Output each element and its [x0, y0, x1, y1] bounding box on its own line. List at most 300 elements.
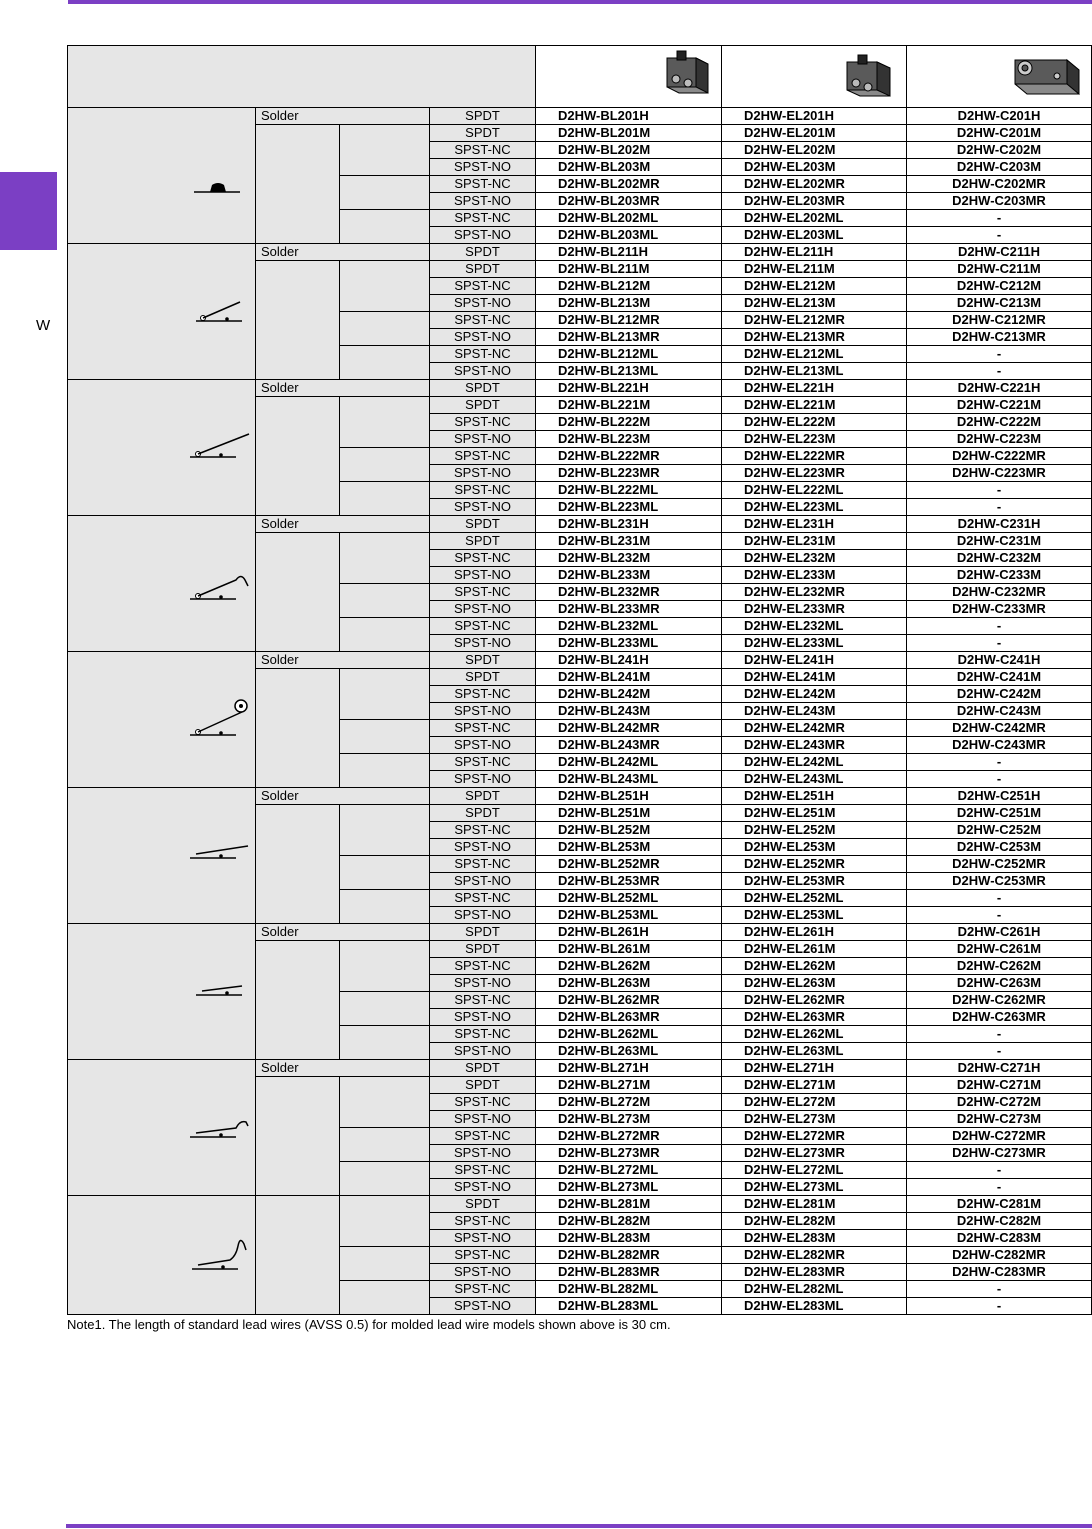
terminal-solder: Solder	[256, 1060, 430, 1077]
contact-form: SPST-NO	[430, 1298, 536, 1315]
terminal-molded-cell	[256, 261, 340, 380]
lead-direction-cell	[340, 720, 430, 754]
model-bl: D2HW-BL211H	[536, 244, 722, 261]
model-el: D2HW-EL232ML	[722, 618, 907, 635]
contact-form: SPST-NO	[430, 363, 536, 380]
model-bl: D2HW-BL243ML	[536, 771, 722, 788]
model-el: D2HW-EL223ML	[722, 499, 907, 516]
terminal-molded-cell	[256, 397, 340, 516]
contact-form: SPST-NC	[430, 1094, 536, 1111]
contact-form: SPST-NC	[430, 210, 536, 227]
side-letter: W	[36, 317, 51, 334]
contact-form: SPDT	[430, 1060, 536, 1077]
model-bl: D2HW-BL222MR	[536, 448, 722, 465]
contact-form: SPST-NO	[430, 567, 536, 584]
model-el: D2HW-EL241H	[722, 652, 907, 669]
model-c: D2HW-C241H	[907, 652, 1092, 669]
table-row	[68, 516, 1092, 533]
model-bl: D2HW-BL203ML	[536, 227, 722, 244]
model-c: -	[907, 1043, 1092, 1060]
model-c: D2HW-C201H	[907, 108, 1092, 125]
model-bl: D2HW-BL262M	[536, 958, 722, 975]
model-bl: D2HW-BL262MR	[536, 992, 722, 1009]
contact-form: SPST-NC	[430, 1128, 536, 1145]
model-c: D2HW-C223MR	[907, 465, 1092, 482]
model-bl: D2HW-BL202M	[536, 142, 722, 159]
table-row	[68, 652, 1092, 669]
model-bl: D2HW-BL263M	[536, 975, 722, 992]
model-bl: D2HW-BL241M	[536, 669, 722, 686]
terminal-solder: Solder	[256, 924, 430, 941]
terminal-solder: Solder	[256, 516, 430, 533]
model-el: D2HW-EL242ML	[722, 754, 907, 771]
model-c: D2HW-C272M	[907, 1094, 1092, 1111]
contact-form: SPST-NO	[430, 431, 536, 448]
model-c: D2HW-C223M	[907, 431, 1092, 448]
model-el: D2HW-EL203MR	[722, 193, 907, 210]
model-bl: D2HW-BL222ML	[536, 482, 722, 499]
contact-form: SPST-NO	[430, 839, 536, 856]
model-bl: D2HW-BL202MR	[536, 176, 722, 193]
actuator-cell	[68, 924, 256, 1060]
model-bl: D2HW-BL282ML	[536, 1281, 722, 1298]
model-el: D2HW-EL263ML	[722, 1043, 907, 1060]
model-c: -	[907, 346, 1092, 363]
model-bl: D2HW-BL203MR	[536, 193, 722, 210]
header-bl	[536, 46, 722, 108]
lead-direction-cell	[340, 346, 430, 380]
model-c: D2HW-C251H	[907, 788, 1092, 805]
model-el: D2HW-EL203M	[722, 159, 907, 176]
model-bl: D2HW-BL213ML	[536, 363, 722, 380]
model-c: D2HW-C202MR	[907, 176, 1092, 193]
contact-form: SPST-NO	[430, 499, 536, 516]
contact-form: SPDT	[430, 1196, 536, 1213]
contact-form: SPDT	[430, 125, 536, 142]
header-row	[68, 46, 1092, 108]
model-bl: D2HW-BL212M	[536, 278, 722, 295]
table-row	[68, 788, 1092, 805]
model-el: D2HW-EL243MR	[722, 737, 907, 754]
contact-form: SPST-NC	[430, 686, 536, 703]
model-el: D2HW-EL263MR	[722, 1009, 907, 1026]
bl-switch-icon	[536, 46, 722, 107]
model-bl: D2HW-BL282M	[536, 1213, 722, 1230]
table-row	[68, 1196, 1092, 1213]
model-el: D2HW-EL261M	[722, 941, 907, 958]
actuator-cell	[68, 244, 256, 380]
contact-form: SPDT	[430, 261, 536, 278]
model-el: D2HW-EL283ML	[722, 1298, 907, 1315]
contact-form: SPST-NO	[430, 873, 536, 890]
model-bl: D2HW-BL233ML	[536, 635, 722, 652]
actuator-cell	[68, 1196, 256, 1315]
model-bl: D2HW-BL213MR	[536, 329, 722, 346]
model-c: D2HW-C252MR	[907, 856, 1092, 873]
actuator-cell	[68, 380, 256, 516]
model-bl: D2HW-BL273M	[536, 1111, 722, 1128]
model-bl: D2HW-BL221M	[536, 397, 722, 414]
model-bl: D2HW-BL233M	[536, 567, 722, 584]
model-el: D2HW-EL272ML	[722, 1162, 907, 1179]
model-bl: D2HW-BL211M	[536, 261, 722, 278]
model-c: -	[907, 1026, 1092, 1043]
model-c: D2HW-C221M	[907, 397, 1092, 414]
lead-direction-cell	[340, 1026, 430, 1060]
model-c: D2HW-C283M	[907, 1230, 1092, 1247]
contact-form: SPST-NO	[430, 1264, 536, 1281]
contact-form: SPDT	[430, 788, 536, 805]
model-c: D2HW-C282MR	[907, 1247, 1092, 1264]
table-row	[68, 1060, 1092, 1077]
model-c: D2HW-C243M	[907, 703, 1092, 720]
model-bl: D2HW-BL282MR	[536, 1247, 722, 1264]
lead-direction-cell	[340, 856, 430, 890]
model-c: D2HW-C272MR	[907, 1128, 1092, 1145]
model-c: D2HW-C253M	[907, 839, 1092, 856]
contact-form: SPST-NO	[430, 635, 536, 652]
lead-direction-cell	[340, 176, 430, 210]
leaf-lever-icon	[68, 788, 256, 924]
model-bl: D2HW-BL223MR	[536, 465, 722, 482]
model-bl: D2HW-BL272M	[536, 1094, 722, 1111]
model-bl: D2HW-BL223ML	[536, 499, 722, 516]
model-el: D2HW-EL222M	[722, 414, 907, 431]
model-bl: D2HW-BL232M	[536, 550, 722, 567]
table-row	[68, 244, 1092, 261]
terminal-molded-cell	[256, 941, 340, 1060]
model-c: D2HW-C251M	[907, 805, 1092, 822]
table-row	[68, 108, 1092, 125]
model-bl: D2HW-BL251M	[536, 805, 722, 822]
model-el: D2HW-EL212M	[722, 278, 907, 295]
model-el: D2HW-EL262M	[722, 958, 907, 975]
model-el: D2HW-EL211H	[722, 244, 907, 261]
contact-form: SPST-NC	[430, 822, 536, 839]
terminal-molded-cell	[256, 805, 340, 924]
contact-form: SPST-NC	[430, 312, 536, 329]
model-bl: D2HW-BL222M	[536, 414, 722, 431]
model-el: D2HW-EL253ML	[722, 907, 907, 924]
model-c: D2HW-C262M	[907, 958, 1092, 975]
model-c: D2HW-C232M	[907, 550, 1092, 567]
contact-form: SPST-NO	[430, 1009, 536, 1026]
lead-direction-cell	[340, 1162, 430, 1196]
contact-form: SPST-NC	[430, 754, 536, 771]
model-c: D2HW-C273MR	[907, 1145, 1092, 1162]
model-el: D2HW-EL201H	[722, 108, 907, 125]
model-c: D2HW-C261H	[907, 924, 1092, 941]
model-el: D2HW-EL271M	[722, 1077, 907, 1094]
terminal-solder: Solder	[256, 652, 430, 669]
model-bl: D2HW-BL212MR	[536, 312, 722, 329]
lead-direction-cell	[340, 533, 430, 584]
contact-form: SPDT	[430, 380, 536, 397]
contact-form: SPST-NC	[430, 618, 536, 635]
short-leaf-lever-icon	[68, 924, 256, 1060]
model-c: D2HW-C231H	[907, 516, 1092, 533]
contact-form: SPST-NC	[430, 958, 536, 975]
model-bl: D2HW-BL221H	[536, 380, 722, 397]
contact-form: SPST-NO	[430, 737, 536, 754]
model-c: -	[907, 1281, 1092, 1298]
lead-direction-cell	[340, 805, 430, 856]
model-el: D2HW-EL203ML	[722, 227, 907, 244]
contact-form: SPST-NC	[430, 720, 536, 737]
model-bl: D2HW-BL271H	[536, 1060, 722, 1077]
model-el: D2HW-EL282ML	[722, 1281, 907, 1298]
contact-form: SPST-NC	[430, 992, 536, 1009]
contact-form: SPDT	[430, 805, 536, 822]
contact-form: SPDT	[430, 516, 536, 533]
contact-form: SPST-NC	[430, 550, 536, 567]
terminal-molded-cell	[256, 533, 340, 652]
model-el: D2HW-EL272M	[722, 1094, 907, 1111]
lead-direction-cell	[340, 992, 430, 1026]
model-c: D2HW-C211M	[907, 261, 1092, 278]
s-shaped-leaf-lever-icon	[68, 1196, 256, 1315]
contact-form: SPST-NO	[430, 329, 536, 346]
model-el: D2HW-EL242MR	[722, 720, 907, 737]
contact-form: SPST-NC	[430, 482, 536, 499]
lead-direction-cell	[340, 618, 430, 652]
contact-form: SPST-NC	[430, 1213, 536, 1230]
contact-form: SPDT	[430, 244, 536, 261]
model-c: D2HW-C203M	[907, 159, 1092, 176]
header-blank	[68, 46, 536, 108]
bottom-rule	[66, 1524, 1092, 1528]
model-el: D2HW-EL283M	[722, 1230, 907, 1247]
model-bl: D2HW-BL243M	[536, 703, 722, 720]
model-c: -	[907, 754, 1092, 771]
lead-direction-cell	[340, 312, 430, 346]
model-c: D2HW-C233MR	[907, 601, 1092, 618]
model-c: D2HW-C202M	[907, 142, 1092, 159]
model-el: D2HW-EL243M	[722, 703, 907, 720]
model-bl: D2HW-BL281M	[536, 1196, 722, 1213]
model-bl: D2HW-BL261M	[536, 941, 722, 958]
table-row	[68, 924, 1092, 941]
model-c: D2HW-C253MR	[907, 873, 1092, 890]
terminal-solder: Solder	[256, 380, 430, 397]
model-c: D2HW-C271M	[907, 1077, 1092, 1094]
model-c: -	[907, 890, 1092, 907]
model-c: -	[907, 1179, 1092, 1196]
simulated-roller-lever-icon	[68, 516, 256, 652]
model-el: D2HW-EL231H	[722, 516, 907, 533]
footnote: Note1. The length of standard lead wires (AVSS 0.5) for molded lead wire models shown above is 30 cm.	[67, 1317, 671, 1332]
contact-form: SPST-NC	[430, 1026, 536, 1043]
contact-form: SPDT	[430, 108, 536, 125]
model-el: D2HW-EL232MR	[722, 584, 907, 601]
model-el: D2HW-EL223M	[722, 431, 907, 448]
model-el: D2HW-EL261H	[722, 924, 907, 941]
model-el: D2HW-EL241M	[722, 669, 907, 686]
model-c: -	[907, 227, 1092, 244]
contact-form: SPST-NC	[430, 414, 536, 431]
model-el: D2HW-EL202MR	[722, 176, 907, 193]
contact-form: SPST-NC	[430, 1247, 536, 1264]
model-el: D2HW-EL221H	[722, 380, 907, 397]
model-el: D2HW-EL202M	[722, 142, 907, 159]
model-c: D2HW-C243MR	[907, 737, 1092, 754]
simulated-roller-leaf-lever-icon	[68, 1060, 256, 1196]
model-bl: D2HW-BL253MR	[536, 873, 722, 890]
lead-direction-cell	[340, 754, 430, 788]
model-c: D2HW-C231M	[907, 533, 1092, 550]
model-el: D2HW-EL252M	[722, 822, 907, 839]
terminal-solder: Solder	[256, 108, 430, 125]
model-c: D2HW-C232MR	[907, 584, 1092, 601]
actuator-cell	[68, 108, 256, 244]
model-el: D2HW-EL282MR	[722, 1247, 907, 1264]
model-bl: D2HW-BL201H	[536, 108, 722, 125]
lead-direction-cell	[340, 1128, 430, 1162]
model-el: D2HW-EL281M	[722, 1196, 907, 1213]
roller-lever-icon	[68, 652, 256, 788]
model-el: D2HW-EL201M	[722, 125, 907, 142]
lead-direction-cell	[340, 210, 430, 244]
model-bl: D2HW-BL253ML	[536, 907, 722, 924]
model-bl: D2HW-BL243MR	[536, 737, 722, 754]
model-bl: D2HW-BL231M	[536, 533, 722, 550]
model-bl: D2HW-BL273ML	[536, 1179, 722, 1196]
terminal-molded-cell	[256, 1196, 340, 1315]
model-el: D2HW-EL213M	[722, 295, 907, 312]
model-bl: D2HW-BL272ML	[536, 1162, 722, 1179]
actuator-cell	[68, 788, 256, 924]
model-c: D2HW-C242MR	[907, 720, 1092, 737]
model-c: D2HW-C262MR	[907, 992, 1092, 1009]
model-c: -	[907, 1162, 1092, 1179]
contact-form: SPST-NC	[430, 142, 536, 159]
contact-form: SPST-NO	[430, 1145, 536, 1162]
pin-plunger-icon	[68, 108, 256, 244]
model-c: D2HW-C233M	[907, 567, 1092, 584]
contact-form: SPST-NO	[430, 227, 536, 244]
contact-form: SPDT	[430, 533, 536, 550]
actuator-cell	[68, 652, 256, 788]
lead-direction-cell	[340, 261, 430, 312]
model-bl: D2HW-BL231H	[536, 516, 722, 533]
model-c: D2HW-C213M	[907, 295, 1092, 312]
contact-form: SPST-NC	[430, 1162, 536, 1179]
model-bl: D2HW-BL271M	[536, 1077, 722, 1094]
contact-form: SPST-NC	[430, 176, 536, 193]
contact-form: SPST-NC	[430, 448, 536, 465]
lead-direction-cell	[340, 890, 430, 924]
model-c: -	[907, 482, 1092, 499]
side-tab	[0, 172, 57, 250]
model-c: D2HW-C263MR	[907, 1009, 1092, 1026]
model-c: D2HW-C201M	[907, 125, 1092, 142]
lead-direction-cell	[340, 1077, 430, 1128]
model-el: D2HW-EL213MR	[722, 329, 907, 346]
contact-form: SPDT	[430, 1077, 536, 1094]
table-row	[68, 380, 1092, 397]
model-el: D2HW-EL251H	[722, 788, 907, 805]
model-bl: D2HW-BL283M	[536, 1230, 722, 1247]
model-el: D2HW-EL221M	[722, 397, 907, 414]
model-c: D2HW-C271H	[907, 1060, 1092, 1077]
contact-form: SPST-NO	[430, 465, 536, 482]
model-bl: D2HW-BL273MR	[536, 1145, 722, 1162]
contact-form: SPST-NO	[430, 193, 536, 210]
contact-form: SPDT	[430, 652, 536, 669]
model-c: -	[907, 618, 1092, 635]
model-el: D2HW-EL231M	[722, 533, 907, 550]
model-c: D2HW-C222M	[907, 414, 1092, 431]
model-el: D2HW-EL263M	[722, 975, 907, 992]
model-c: D2HW-C261M	[907, 941, 1092, 958]
contact-form: SPST-NO	[430, 159, 536, 176]
model-bl: D2HW-BL202ML	[536, 210, 722, 227]
actuator-cell	[68, 1060, 256, 1196]
model-el: D2HW-EL242M	[722, 686, 907, 703]
model-bl: D2HW-BL283ML	[536, 1298, 722, 1315]
model-bl: D2HW-BL233MR	[536, 601, 722, 618]
model-c: D2HW-C252M	[907, 822, 1092, 839]
model-bl: D2HW-BL212ML	[536, 346, 722, 363]
model-el: D2HW-EL273ML	[722, 1179, 907, 1196]
contact-form: SPST-NO	[430, 601, 536, 618]
model-c: D2HW-C242M	[907, 686, 1092, 703]
model-el: D2HW-EL222ML	[722, 482, 907, 499]
model-el: D2HW-EL232M	[722, 550, 907, 567]
model-bl: D2HW-BL203M	[536, 159, 722, 176]
model-el: D2HW-EL222MR	[722, 448, 907, 465]
model-bl: D2HW-BL242MR	[536, 720, 722, 737]
contact-form: SPST-NC	[430, 278, 536, 295]
model-el: D2HW-EL271H	[722, 1060, 907, 1077]
contact-form: SPST-NO	[430, 1230, 536, 1247]
lead-direction-cell	[340, 448, 430, 482]
contact-form: SPST-NO	[430, 1043, 536, 1060]
model-el: D2HW-EL252MR	[722, 856, 907, 873]
model-c: -	[907, 363, 1092, 380]
model-bl: D2HW-BL252ML	[536, 890, 722, 907]
lead-direction-cell	[340, 1247, 430, 1281]
model-el: D2HW-EL223MR	[722, 465, 907, 482]
contact-form: SPST-NO	[430, 703, 536, 720]
model-bl: D2HW-BL201M	[536, 125, 722, 142]
model-el: D2HW-EL262MR	[722, 992, 907, 1009]
model-c: -	[907, 1298, 1092, 1315]
model-el: D2HW-EL213ML	[722, 363, 907, 380]
model-el: D2HW-EL272MR	[722, 1128, 907, 1145]
model-c: D2HW-C213MR	[907, 329, 1092, 346]
model-c: D2HW-C283MR	[907, 1264, 1092, 1281]
model-el: D2HW-EL252ML	[722, 890, 907, 907]
model-c: D2HW-C273M	[907, 1111, 1092, 1128]
contact-form: SPST-NC	[430, 890, 536, 907]
model-bl: D2HW-BL242ML	[536, 754, 722, 771]
contact-form: SPST-NO	[430, 1111, 536, 1128]
model-bl: D2HW-BL213M	[536, 295, 722, 312]
model-table	[67, 45, 1092, 1315]
lead-direction-cell	[340, 397, 430, 448]
model-bl: D2HW-BL263ML	[536, 1043, 722, 1060]
lead-direction-cell	[340, 941, 430, 992]
model-c: -	[907, 499, 1092, 516]
model-bl: D2HW-BL263MR	[536, 1009, 722, 1026]
contact-form: SPST-NC	[430, 1281, 536, 1298]
lead-direction-cell	[340, 1196, 430, 1247]
model-el: D2HW-EL211M	[722, 261, 907, 278]
el-switch-icon	[722, 46, 907, 107]
model-c: D2HW-C221H	[907, 380, 1092, 397]
model-bl: D2HW-BL252M	[536, 822, 722, 839]
